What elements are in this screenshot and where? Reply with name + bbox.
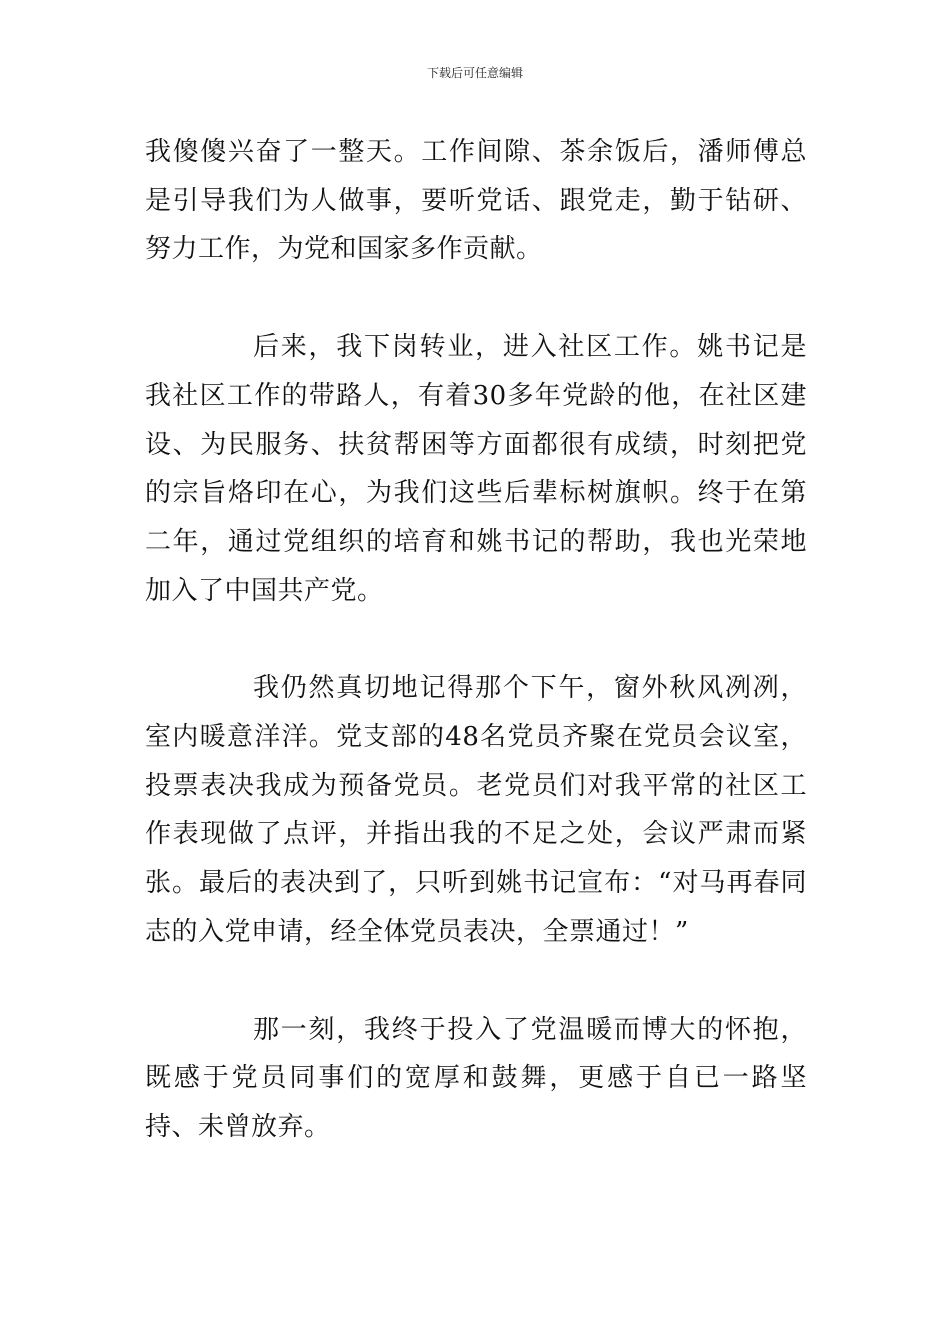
paragraph-3: 我仍然真切地记得那个下午，窗外秋风冽冽，室内暖意洋洋。党支部的48名党员齐聚在党员会议室，投票表决我成为预备党员。老党员们对我平常的社区工作表现做了点评，并指出我的不足之处，会议严肃而紧张。最后的表决到了，只听到姚书记宣布：“对马再春同志的入党申请，经全体党员表决，全票通过！” <box>145 673 807 947</box>
paragraph-gap <box>145 957 807 1006</box>
page-header: 下载后可任意编辑 <box>426 66 523 80</box>
paragraph-gap <box>145 274 807 323</box>
paragraph-gap <box>145 615 807 664</box>
paragraph-1: 我傻傻兴奋了一整天。工作间隙、茶余饭后，潘师傅总是引导我们为人做事，要听党话、跟党走，勤于钻研、努力工作，为党和国家多作贡献。 <box>145 137 807 265</box>
document-body <box>145 128 807 1152</box>
paragraph-4: 那一刻，我终于投入了党温暖而博大的怀抱，既感于党员同事们的宽厚和鼓舞，更感于自已一路坚持、未曾放弃。 <box>145 1014 807 1142</box>
paragraph-2: 后来，我下岗转业，进入社区工作。姚书记是我社区工作的带路人，有着30多年党龄的他，在社区建设、为民服务、扶贫帮困等方面都很有成绩，时刻把党的宗旨烙印在心，为我们这些后辈标树旗帜。终于在第二年，通过党组织的培育和姚书记的帮助，我也光荣地加入了中国共产党。 <box>145 332 807 606</box>
